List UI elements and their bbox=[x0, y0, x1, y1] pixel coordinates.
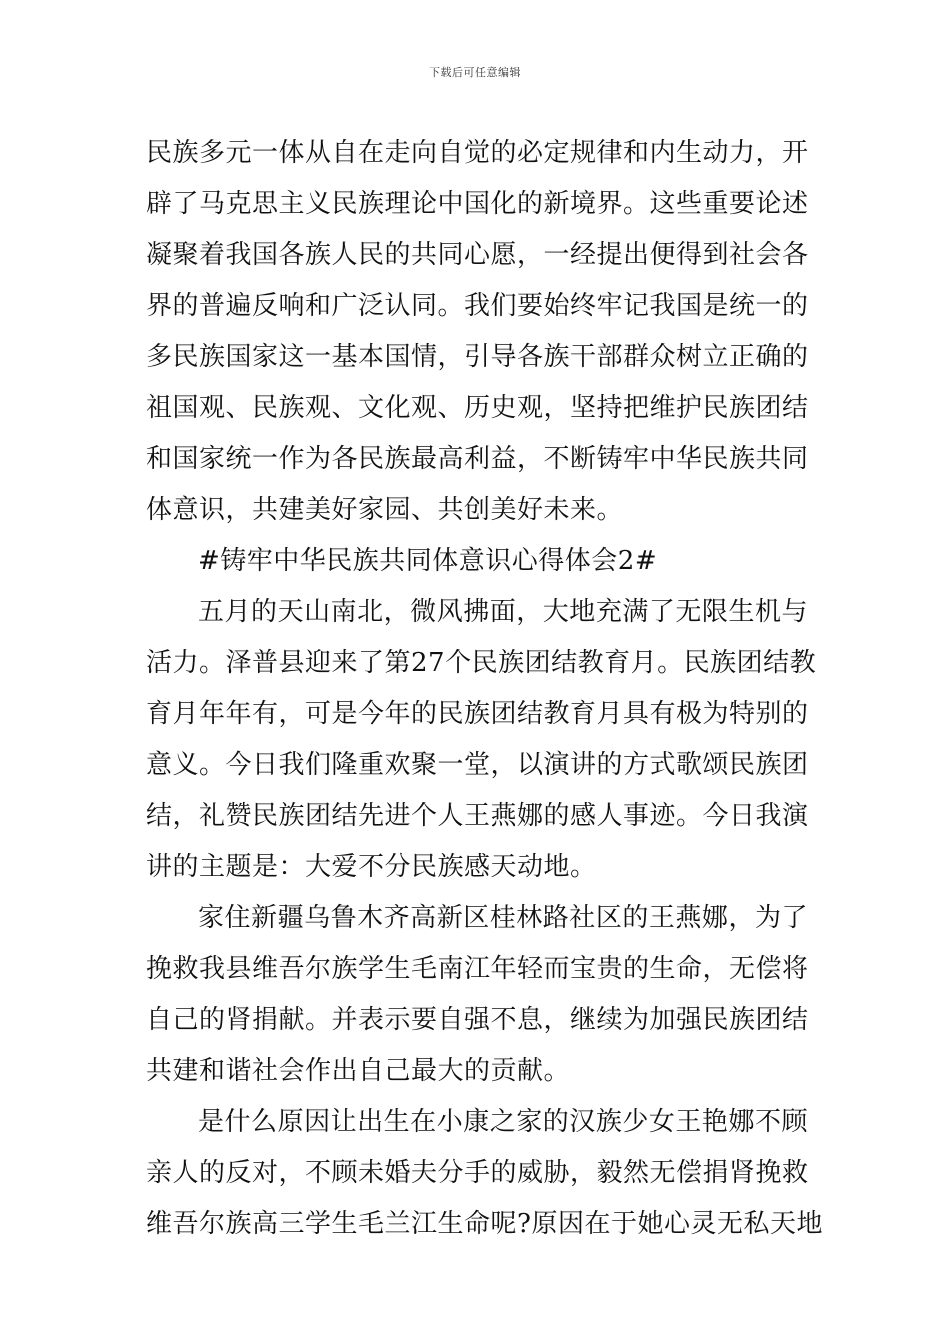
text-line: 多民族国家这一基本国情，引导各族干部群众树立正确的 bbox=[146, 342, 809, 372]
text-line: 讲的主题是：大爱不分民族感天动地。 bbox=[146, 852, 597, 882]
text-line: 亲人的反对，不顾未婚夫分手的威胁，毅然无偿捐肾挽救 bbox=[146, 1158, 809, 1188]
text-line: 自己的肾捐献。并表示要自强不息，继续为加强民族团结 bbox=[146, 1005, 809, 1035]
text-line: 育月年年有，可是今年的民族团结教育月具有极为特别的 bbox=[146, 699, 809, 729]
text-line: 和国家统一作为各民族最高利益，不断铸牢中华民族共同 bbox=[146, 444, 809, 474]
text-line: 共建和谐社会作出自己最大的贡献。 bbox=[146, 1056, 571, 1086]
text-line: #铸牢中华民族共同体意识心得体会2# bbox=[198, 546, 658, 576]
text-line: 界的普遍反响和广泛认同。我们要始终牢记我国是统一的 bbox=[146, 291, 809, 321]
text-line: 意义。今日我们隆重欢聚一堂，以演讲的方式歌颂民族团 bbox=[146, 750, 809, 780]
text-line: 五月的天山南北，微风拂面，大地充满了无限生机与 bbox=[198, 597, 808, 627]
text-line: 民族多元一体从自在走向自觉的必定规律和内生动力，开 bbox=[146, 138, 809, 168]
text-line: 挽救我县维吾尔族学生毛南江年轻而宝贵的生命，无偿将 bbox=[146, 954, 809, 984]
document-body bbox=[146, 128, 823, 1250]
text-line: 结，礼赞民族团结先进个人王燕娜的感人事迹。今日我演 bbox=[146, 801, 809, 831]
text-line: 凝聚着我国各族人民的共同心愿，一经提出便得到社会各 bbox=[146, 240, 809, 270]
page-header-note: 下载后可任意编辑 bbox=[429, 66, 521, 79]
text-line: 祖国观、民族观、文化观、历史观，坚持把维护民族团结 bbox=[146, 393, 809, 423]
text-line: 活力。泽普县迎来了第27个民族团结教育月。民族团结教 bbox=[146, 648, 817, 678]
text-line: 体意识，共建美好家园、共创美好未来。 bbox=[146, 495, 624, 525]
text-line: 是什么原因让出生在小康之家的汉族少女王艳娜不顾 bbox=[198, 1107, 808, 1137]
text-line: 维吾尔族高三学生毛兰江生命呢?原因在于她心灵无私天地 bbox=[146, 1209, 823, 1239]
text-line: 家住新疆乌鲁木齐高新区桂林路社区的王燕娜，为了 bbox=[198, 903, 808, 933]
text-line: 辟了马克思主义民族理论中国化的新境界。这些重要论述 bbox=[146, 189, 809, 219]
